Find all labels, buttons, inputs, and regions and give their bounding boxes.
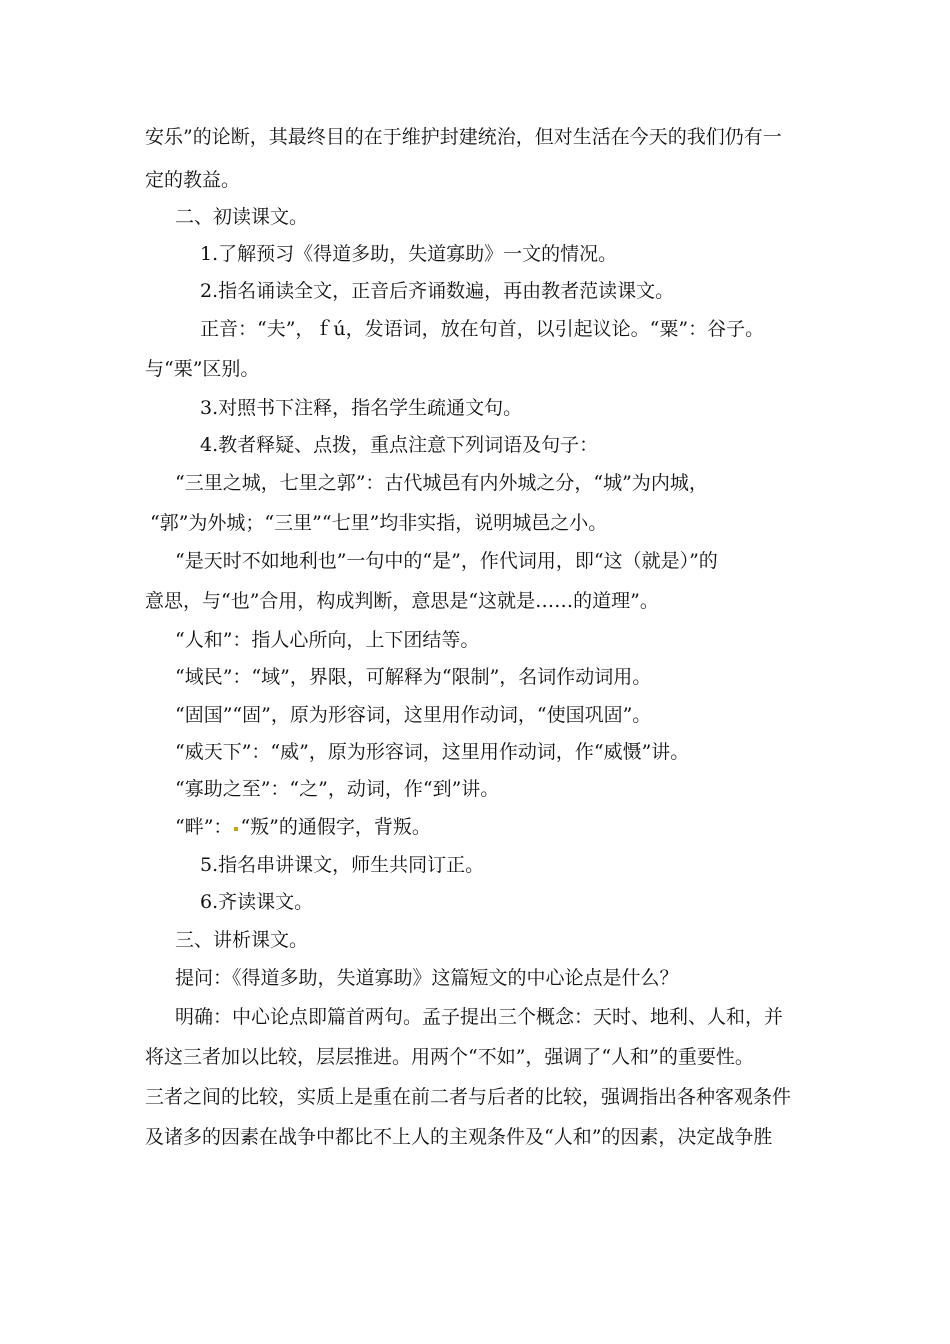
paragraph-line: 意思，与“也”合用，构成判断，意思是“这就是……的道理”。 [145, 590, 659, 612]
paragraph-line: “固国”“固”，原为形容词，这里用作动词，“使国巩固”。 [175, 704, 652, 726]
paragraph-line: 及诸多的因素在战争中都比不上人的主观条件及“人和”的因素，决定战争胜 [145, 1126, 773, 1148]
pan-line-head: “畔”： [175, 816, 233, 838]
section-heading: 三、讲析课文。 [175, 929, 309, 951]
paragraph-line: “域民”：“域”，界限，可解释为“限制”，名词作动词用。 [175, 666, 652, 688]
paragraph-line: “三里之城，七里之郭”：古代城邑有内外城之分，“城”为内城， [175, 472, 708, 494]
paragraph-line: 与“栗”区别。 [145, 358, 260, 380]
paragraph-line: “威天下”：“威”，原为形容词，这里用作动词，作“威慑”讲。 [175, 741, 690, 763]
paragraph-line: 将这三者加以比较，层层推进。用两个“不如”，强调了“人和”的重要性。 [145, 1046, 754, 1068]
paragraph-line: “是天时不如地利也”一句中的“是”，作代词用，即“这（就是）”的 [175, 550, 718, 572]
list-item: 5.指名串讲课文，师生共同订正。 [200, 854, 485, 876]
paragraph-line: 明确：中心论点即篇首两句。孟子提出三个概念：天时、地利、人和，并 [175, 1006, 784, 1028]
paragraph-line: “寡助之至”：“之”，动词，作“到”讲。 [175, 778, 500, 800]
list-item: 4.教者释疑、点拨，重点注意下列词语及句子： [200, 434, 599, 456]
paragraph-line: 提问：《得道多助，失道寡助》这篇短文的中心论点是什么？ [175, 967, 679, 989]
paragraph-line: “人和”：指人心所向，上下团结等。 [175, 629, 480, 651]
marker-dot [234, 827, 238, 831]
paragraph-line: 三者之间的比较，实质上是重在前二者与后者的比较，强调指出各种客观条件 [145, 1086, 792, 1108]
paragraph-line: 正音：“夫”，ｆú，发语词，放在句首，以引起议论。“粟”：谷子。 [200, 318, 765, 340]
list-item: 1.了解预习《得道多助，失道寡助》一文的情况。 [200, 243, 618, 265]
list-item: 6.齐读课文。 [200, 891, 314, 913]
list-item: 2.指名诵读全文，正音后齐诵数遍，再由教者范读课文。 [200, 280, 675, 302]
paragraph-line [175, 815, 835, 839]
paragraph-line: 安乐”的论断，其最终目的在于维护封建统治，但对生活在今天的我们仍有一 [145, 126, 782, 148]
paragraph-line: 定的教益。 [145, 169, 241, 191]
pan-line-tail: “叛”的通假字，背叛。 [240, 816, 431, 838]
paragraph-line: “郭”为外城；“三里”“七里”均非实指，说明城邑之小。 [150, 512, 608, 534]
list-item: 3.对照书下注释，指名学生疏通文句。 [200, 397, 523, 419]
section-heading: 二、初读课文。 [175, 206, 309, 228]
